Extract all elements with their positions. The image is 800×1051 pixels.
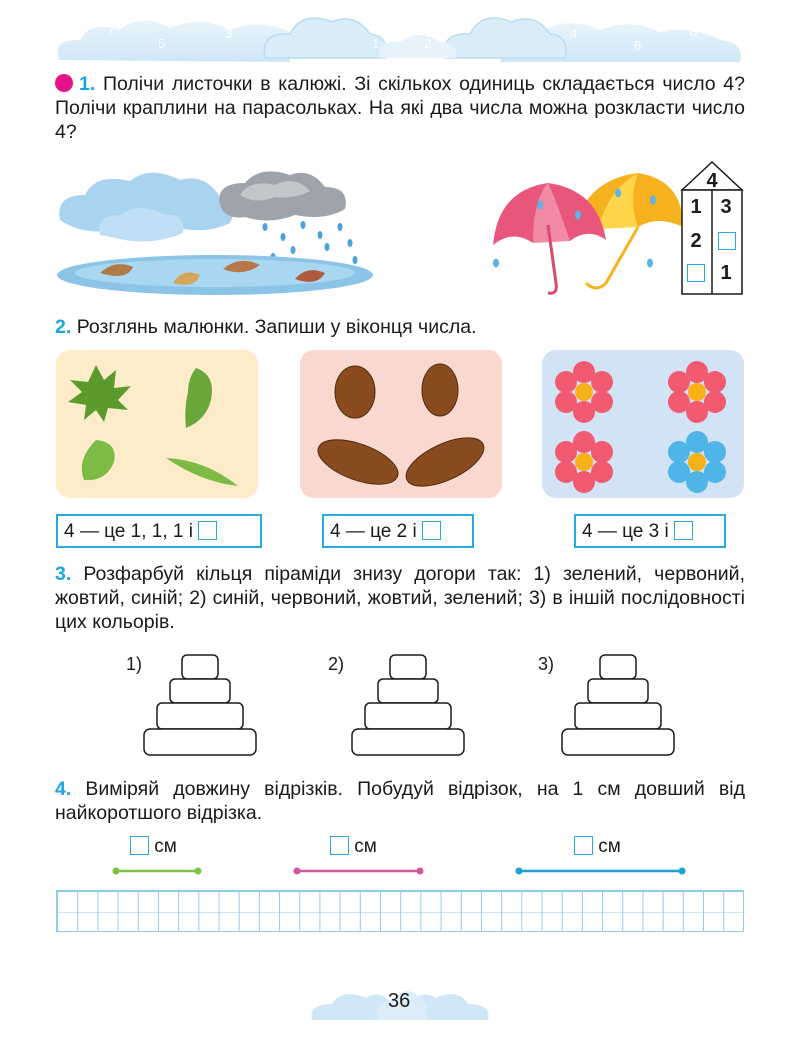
house-cell: 3 — [720, 196, 732, 218]
header-digit: 1 — [372, 36, 380, 51]
header-digit: 3 — [225, 26, 233, 41]
pyramid-2[interactable] — [350, 653, 466, 759]
header-digit: 0 — [397, 18, 405, 33]
header-digit: 7 — [108, 22, 116, 37]
task1-text: Полічи листочки в калюжі. Зі скількох одиниць складається число 4? Полічи краплини на парасольках. На які два числа можна розкласти число 4? — [55, 73, 745, 143]
measure-input-box[interactable] — [574, 836, 593, 855]
clouds-puddle-illustration — [55, 165, 375, 300]
house-cell: 1 — [720, 262, 732, 284]
pyramid-label-3: 3) — [538, 654, 555, 674]
task4-number: 4. — [55, 778, 72, 800]
segments — [0, 860, 800, 884]
answer-input-box[interactable] — [674, 521, 693, 540]
segment-2-measure — [330, 836, 377, 858]
answer-box-2 — [322, 514, 474, 548]
segment-3-measure — [574, 836, 621, 858]
task-bullet-icon — [55, 74, 73, 92]
task1-text-block — [55, 72, 745, 144]
leaves-illustration — [56, 350, 258, 498]
answer-text-3: 4 — це 3 і — [582, 521, 669, 542]
task2-number: 2. — [55, 316, 72, 338]
task3-text: Розфарбуй кільця піраміди знизу догори так: 1) зелений, червоний, жовтий, синій; 2) синій, червоний, жовтий, зелений; 3) в іншій послідовності цих кольорів. — [55, 563, 745, 633]
task4-text-block — [55, 777, 745, 825]
pyramid-3[interactable] — [560, 653, 676, 759]
header-digit: 6 — [634, 38, 642, 53]
header-digit: 4 — [570, 26, 578, 41]
header-digit: 2 — [424, 36, 432, 51]
unit-label: см — [598, 836, 621, 857]
house-cell: 1 — [690, 196, 702, 218]
task4-text: Виміряй довжину відрізків. Побудуй відрізок, на 1 см довший від найкоротшого відрізка. — [55, 778, 745, 824]
pinecones-illustration — [300, 350, 502, 498]
answer-input-box[interactable] — [422, 521, 441, 540]
grid-drawing-area[interactable] — [56, 890, 744, 932]
answer-input-box[interactable] — [198, 521, 217, 540]
answer-text-1: 4 — це 1, 1, 1 і — [64, 521, 193, 542]
house-cell: 2 — [690, 230, 702, 252]
pyramid-label-2: 2) — [328, 654, 345, 674]
answer-box-1 — [56, 514, 262, 548]
unit-label: см — [154, 836, 177, 857]
measure-input-box[interactable] — [330, 836, 349, 855]
task3-text-block — [55, 562, 745, 634]
header-cloud-band — [40, 0, 760, 70]
header-digit: 5 — [158, 36, 166, 51]
house-top-number: 4 — [706, 170, 718, 192]
pyramid-label-1: 1) — [126, 654, 143, 674]
answer-box-3 — [574, 514, 726, 548]
umbrellas-illustration — [488, 165, 688, 295]
house-answer-box[interactable] — [687, 264, 705, 282]
answer-text-2: 4 — це 2 і — [330, 521, 417, 542]
house-answer-box[interactable] — [718, 232, 736, 250]
task2-text: Розглянь малюнки. Запиши у віконця числа. — [76, 316, 477, 338]
page-number: 36 — [388, 990, 411, 1012]
measure-input-box[interactable] — [130, 836, 149, 855]
task2-text-block — [55, 315, 745, 339]
task3-number: 3. — [55, 563, 72, 585]
pyramid-1[interactable] — [142, 653, 258, 759]
task1-number: 1. — [79, 73, 96, 95]
flowers-illustration — [542, 350, 744, 498]
segment-1-measure — [130, 836, 177, 858]
unit-label: см — [354, 836, 377, 857]
header-digit: 8 — [690, 24, 698, 39]
